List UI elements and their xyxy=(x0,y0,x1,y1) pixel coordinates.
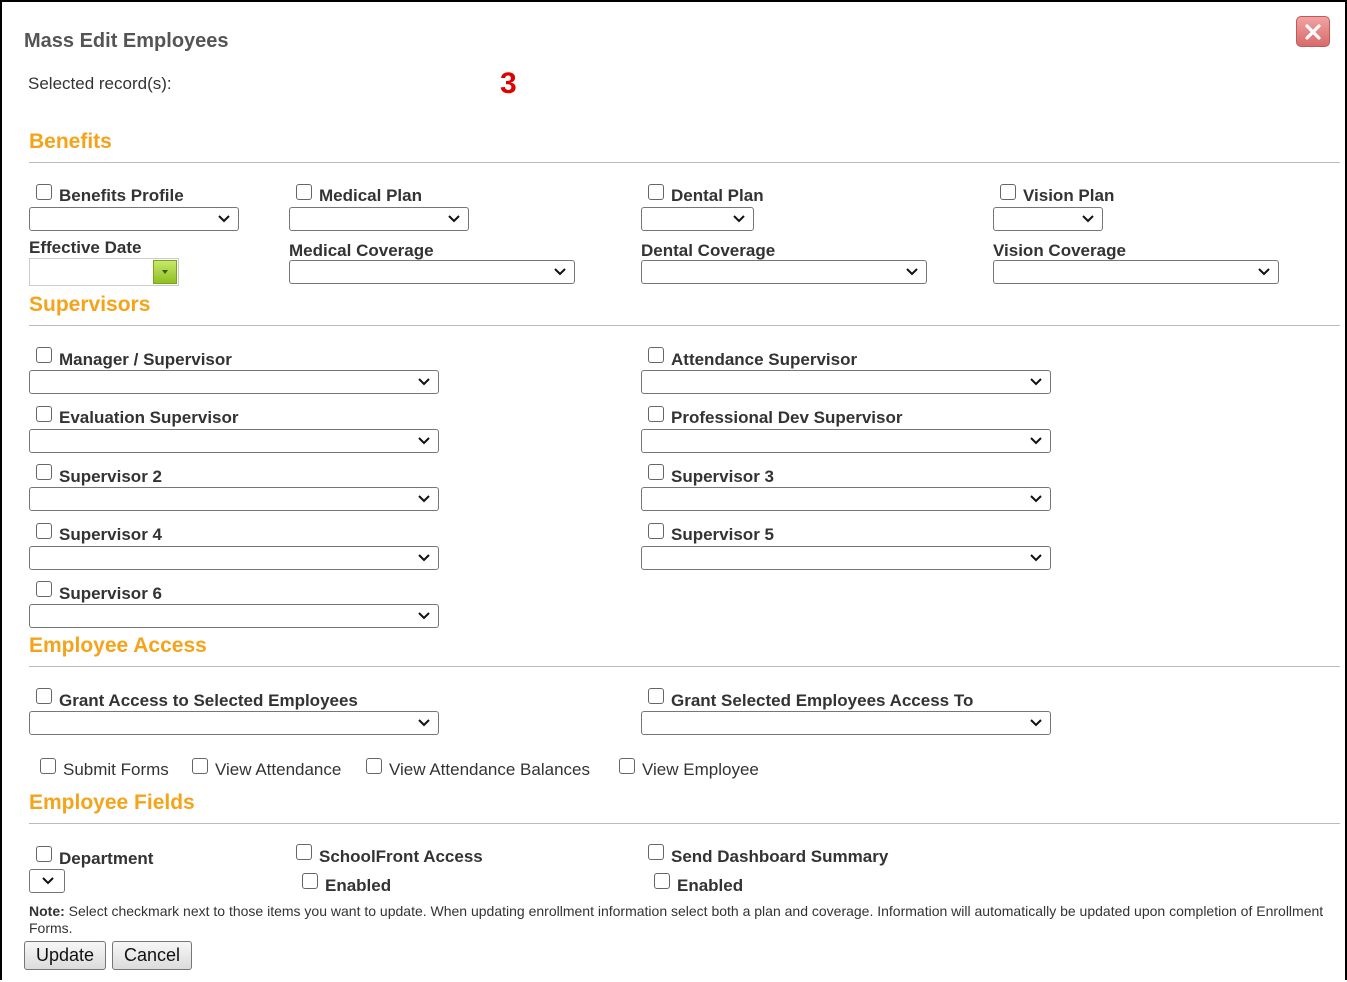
chevron-down-icon xyxy=(40,873,56,889)
benefits-divider xyxy=(29,162,1340,163)
submit-forms-checkbox[interactable] xyxy=(40,758,56,774)
dialog-title: Mass Edit Employees xyxy=(24,30,229,52)
professional-dev-supervisor-label: Professional Dev Supervisor xyxy=(671,408,903,427)
supervisor-3-checkbox[interactable] xyxy=(648,464,664,480)
chevron-down-icon xyxy=(416,433,432,449)
supervisor-4-label: Supervisor 4 xyxy=(59,525,162,544)
supervisor-4-select[interactable] xyxy=(29,546,439,570)
dental-plan-checkbox[interactable] xyxy=(648,184,664,200)
selected-records-label: Selected record(s): xyxy=(28,74,172,93)
selected-records-count: 3 xyxy=(500,67,517,100)
schoolfront-enabled-checkbox[interactable] xyxy=(302,873,318,889)
evaluation-supervisor-select[interactable] xyxy=(29,429,439,453)
note-text xyxy=(29,903,1329,937)
supervisor-6-checkbox[interactable] xyxy=(36,581,52,597)
grant-selected-access-to-checkbox[interactable] xyxy=(648,688,664,704)
vision-plan-label: Vision Plan xyxy=(1023,186,1115,205)
supervisor-3-label: Supervisor 3 xyxy=(671,467,774,486)
effective-date-input[interactable] xyxy=(29,258,179,286)
chevron-down-icon xyxy=(552,264,568,280)
medical-plan-checkbox[interactable] xyxy=(296,184,312,200)
medical-plan-select[interactable] xyxy=(289,207,469,231)
schoolfront-access-checkbox[interactable] xyxy=(296,844,312,860)
dental-coverage-select[interactable] xyxy=(641,260,927,284)
supervisors-heading: Supervisors xyxy=(29,293,151,316)
view-attendance-label: View Attendance xyxy=(215,760,342,779)
grant-access-to-selected-checkbox[interactable] xyxy=(36,688,52,704)
grant-access-to-selected-label: Grant Access to Selected Employees xyxy=(59,691,358,710)
supervisor-2-select[interactable] xyxy=(29,487,439,511)
note-body: Select checkmark next to those items you want to update. When updating enrollment information select both a plan and coverage. Information will automatically be updated upon completion of Enrollment Forms. xyxy=(29,903,1324,936)
dashboard-enabled-checkbox[interactable] xyxy=(654,873,670,889)
view-employee-checkbox[interactable] xyxy=(619,758,635,774)
supervisor-4-checkbox[interactable] xyxy=(36,523,52,539)
chevron-down-icon xyxy=(416,491,432,507)
evaluation-supervisor-checkbox[interactable] xyxy=(36,406,52,422)
close-button[interactable] xyxy=(1296,16,1330,47)
supervisor-5-label: Supervisor 5 xyxy=(671,525,774,544)
chevron-down-icon xyxy=(446,211,462,227)
dental-coverage-label: Dental Coverage xyxy=(641,241,776,260)
employee-access-divider xyxy=(29,666,1340,667)
vision-coverage-select[interactable] xyxy=(993,260,1279,284)
attendance-supervisor-select[interactable] xyxy=(641,370,1051,394)
chevron-down-icon xyxy=(904,264,920,280)
send-dashboard-summary-checkbox[interactable] xyxy=(648,844,664,860)
dental-plan-label: Dental Plan xyxy=(671,186,764,205)
chevron-down-icon xyxy=(416,550,432,566)
dashboard-enabled-label: Enabled xyxy=(677,876,744,895)
view-attendance-checkbox[interactable] xyxy=(192,758,208,774)
chevron-down-icon xyxy=(1028,433,1044,449)
dental-plan-select[interactable] xyxy=(641,207,754,231)
department-checkbox[interactable] xyxy=(36,846,52,862)
supervisor-6-label: Supervisor 6 xyxy=(59,584,162,603)
cancel-button[interactable]: Cancel xyxy=(112,941,192,970)
benefits-profile-checkbox[interactable] xyxy=(36,184,52,200)
grant-selected-access-to-label: Grant Selected Employees Access To xyxy=(671,691,974,710)
supervisor-5-select[interactable] xyxy=(641,546,1051,570)
grant-selected-access-to-select[interactable] xyxy=(641,711,1051,735)
chevron-down-icon xyxy=(216,211,232,227)
chevron-down-icon xyxy=(1256,264,1272,280)
update-button[interactable]: Update xyxy=(24,941,106,970)
professional-dev-supervisor-checkbox[interactable] xyxy=(648,406,664,422)
employee-fields-heading: Employee Fields xyxy=(29,791,195,814)
supervisors-divider xyxy=(29,325,1340,326)
schoolfront-access-label: SchoolFront Access xyxy=(319,847,483,866)
benefits-profile-select[interactable] xyxy=(29,207,239,231)
benefits-heading: Benefits xyxy=(29,130,112,153)
department-select[interactable] xyxy=(29,869,65,893)
vision-plan-checkbox[interactable] xyxy=(1000,184,1016,200)
close-icon xyxy=(1304,23,1322,41)
view-employee-label: View Employee xyxy=(642,760,759,779)
attendance-supervisor-label: Attendance Supervisor xyxy=(671,350,858,369)
medical-coverage-select[interactable] xyxy=(289,260,575,284)
chevron-down-icon xyxy=(1080,211,1096,227)
benefits-profile-label: Benefits Profile xyxy=(59,186,184,205)
vision-plan-select[interactable] xyxy=(993,207,1103,231)
note-label: Note: xyxy=(29,903,65,919)
chevron-down-icon xyxy=(416,715,432,731)
calendar-picker-button[interactable] xyxy=(153,260,177,284)
manager-supervisor-label: Manager / Supervisor xyxy=(59,350,232,369)
evaluation-supervisor-label: Evaluation Supervisor xyxy=(59,408,239,427)
supervisor-6-select[interactable] xyxy=(29,604,439,628)
schoolfront-enabled-label: Enabled xyxy=(325,876,392,895)
grant-access-to-selected-select[interactable] xyxy=(29,711,439,735)
professional-dev-supervisor-select[interactable] xyxy=(641,429,1051,453)
medical-coverage-label: Medical Coverage xyxy=(289,241,434,260)
chevron-down-icon xyxy=(416,608,432,624)
manager-supervisor-select[interactable] xyxy=(29,370,439,394)
department-label: Department xyxy=(59,849,154,868)
calendar-dropdown-icon xyxy=(154,261,176,283)
effective-date-label: Effective Date xyxy=(29,238,142,257)
supervisor-5-checkbox[interactable] xyxy=(648,523,664,539)
vision-coverage-label: Vision Coverage xyxy=(993,241,1126,260)
chevron-down-icon xyxy=(1028,374,1044,390)
supervisor-3-select[interactable] xyxy=(641,487,1051,511)
manager-supervisor-checkbox[interactable] xyxy=(36,347,52,363)
chevron-down-icon xyxy=(1028,550,1044,566)
send-dashboard-summary-label: Send Dashboard Summary xyxy=(671,847,889,866)
view-attendance-balances-checkbox[interactable] xyxy=(366,758,382,774)
medical-plan-label: Medical Plan xyxy=(319,186,422,205)
chevron-down-icon xyxy=(1028,491,1044,507)
submit-forms-label: Submit Forms xyxy=(63,760,169,779)
employee-access-heading: Employee Access xyxy=(29,634,207,657)
view-attendance-balances-label: View Attendance Balances xyxy=(389,760,590,779)
supervisor-2-checkbox[interactable] xyxy=(36,464,52,480)
employee-fields-divider xyxy=(29,823,1340,824)
attendance-supervisor-checkbox[interactable] xyxy=(648,347,664,363)
chevron-down-icon xyxy=(731,211,747,227)
supervisor-2-label: Supervisor 2 xyxy=(59,467,162,486)
chevron-down-icon xyxy=(416,374,432,390)
chevron-down-icon xyxy=(1028,715,1044,731)
